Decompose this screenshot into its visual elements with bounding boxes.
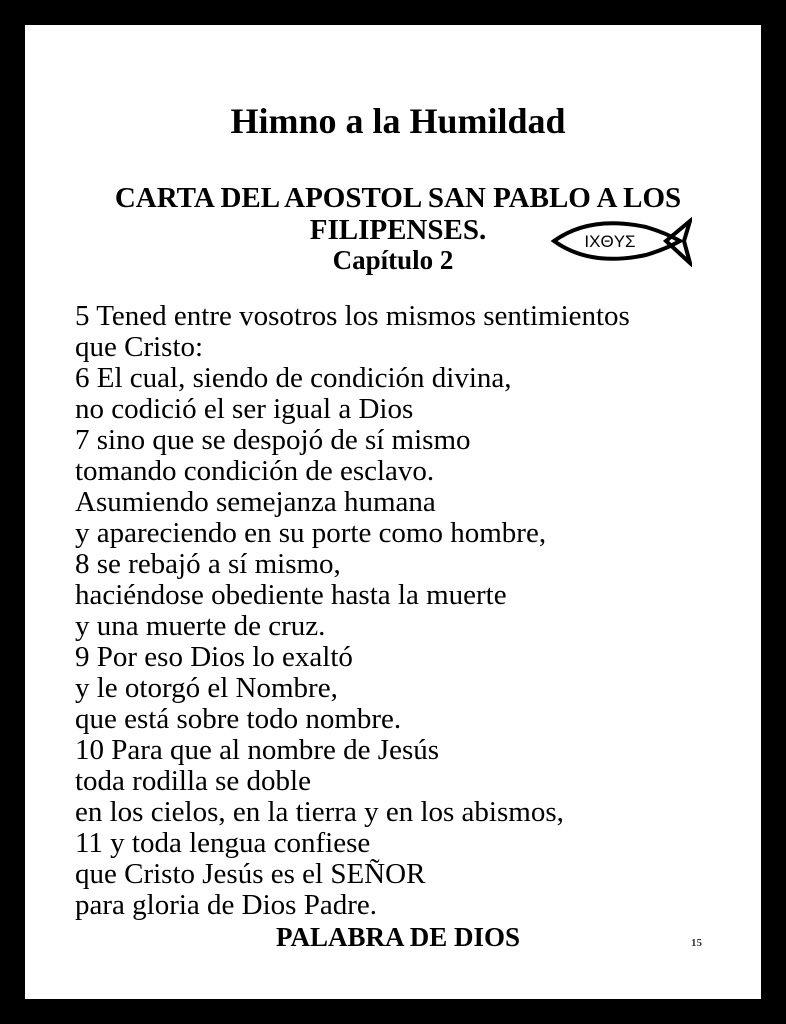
verse-line: haciéndose obediente hasta la muerte <box>75 579 507 611</box>
verse-line: 11 y toda lengua confiese <box>75 827 371 859</box>
verse-list <box>75 301 755 921</box>
verse-line: 5 Tened entre vosotros los mismos sentimientos <box>75 300 630 332</box>
verse-line: Asumiendo semejanza humana <box>75 486 436 518</box>
verse-line: para gloria de Dios Padre. <box>75 889 377 921</box>
letter-heading: CARTA DEL APOSTOL SAN PABLO A LOS FILIPENSES. <box>114 182 682 246</box>
page-number: 15 <box>691 937 702 949</box>
verse-line: y le otorgó el Nombre, <box>75 672 338 704</box>
verse-line: 9 Por eso Dios lo exaltó <box>75 641 353 673</box>
verse-line: 10 Para que al nombre de Jesús <box>75 734 440 766</box>
chapter-heading: Capítulo 2 <box>332 245 454 275</box>
closing-phrase: PALABRA DE DIOS <box>275 922 521 952</box>
verse-line: en los cielos, en la tierra y en los abismos, <box>75 796 564 828</box>
document-page <box>25 25 761 999</box>
ichthys-text: IXΘYΣ <box>584 232 636 251</box>
verse-line: y una muerte de cruz. <box>75 610 326 642</box>
verse-line: que está sobre todo nombre. <box>75 703 402 735</box>
verse-line: 8 se rebajó a sí mismo, <box>75 548 341 580</box>
verse-line: que Cristo Jesús es el SEÑOR <box>75 858 426 890</box>
verse-line: que Cristo: <box>75 331 204 363</box>
ichthys-fish-icon <box>550 211 692 267</box>
verse-line: tomando condición de esclavo. <box>75 455 435 487</box>
verse-line: no codició el ser igual a Dios <box>75 393 414 425</box>
page-title: Himno a la Humildad <box>230 101 566 141</box>
verse-line: toda rodilla se doble <box>75 765 311 797</box>
verse-line: y apareciendo en su porte como hombre, <box>75 517 547 549</box>
verse-line: 6 El cual, siendo de condición divina, <box>75 362 512 394</box>
verse-line: 7 sino que se despojó de sí mismo <box>75 424 471 456</box>
